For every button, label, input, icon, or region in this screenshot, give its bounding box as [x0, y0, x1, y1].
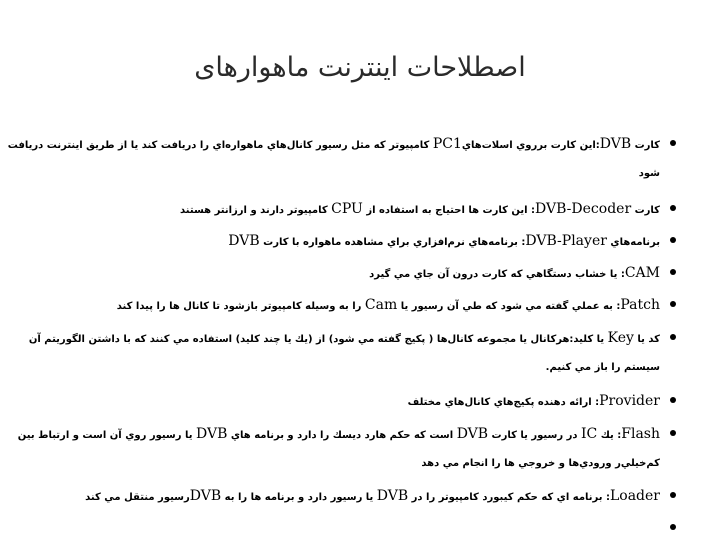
- bullet-text: : اين كارت ها احتياج به استفاده از: [362, 205, 536, 216]
- bullet-item-cam: [45, 261, 660, 287]
- term-dvb: DVB: [456, 426, 489, 442]
- bullet-item-key: [28, 326, 660, 352]
- term-dvb: DVB: [189, 488, 222, 504]
- bullet-text: سيستم را باز مي كنيم.: [545, 362, 660, 373]
- term-patch: Patch: [620, 297, 660, 313]
- bullet-item-dvb-player: [45, 229, 660, 255]
- bullet-item-dvb-card-line2: [45, 162, 660, 186]
- term-flash: Flash: [621, 426, 660, 442]
- term-dvb-player: DVB-Player: [525, 233, 607, 249]
- term-dvb-decoder: DVB-Decoder: [535, 201, 632, 217]
- bullet-item-patch: [45, 293, 660, 319]
- term-key: Key: [607, 330, 634, 346]
- bullet-text: يا رسيور دارد و برنامه ها را به: [221, 492, 377, 503]
- term-cam: CAM: [624, 265, 660, 281]
- bullet-text: : برنامه‌هاي نرم‌افزاري براي مشاهده ماهواره با كارت: [259, 237, 526, 248]
- bullet-dot: [670, 397, 676, 403]
- bullet-dot: [670, 140, 676, 146]
- term-dvb: DVB: [599, 136, 632, 152]
- bullet-text: كارت: [631, 205, 660, 216]
- term-cam: Cam: [364, 297, 398, 313]
- bullet-dot: [670, 205, 676, 211]
- term-provider: Provider: [599, 393, 660, 409]
- term-cpu: CPU: [331, 201, 363, 217]
- bullet-text: رسيور منتقل مي كند: [85, 492, 190, 503]
- bullet-text: است كه حكم هارد ديسك را دارد و برنامه هاي: [227, 430, 457, 441]
- bullet-text: : يك: [597, 430, 622, 441]
- term-dvb: DVB: [228, 233, 260, 249]
- bullet-text: كامپيوتر كه مثل رسيور كانال‌هاي ماهواره‌اي را دريافت كند يا از طريق اينترنت دريافت: [7, 140, 433, 151]
- bullet-text: برنامه‌هاي: [606, 237, 660, 248]
- bullet-item-loader: [45, 484, 660, 510]
- bullet-text: : يا خشاب دستگاهي كه كارت درون آن جاي مي گيرد: [369, 269, 625, 280]
- term-ic: IC: [580, 426, 598, 442]
- bullet-dot: [670, 492, 676, 498]
- bullet-text: را به وسيله كامپيوتر بازشود تا كانال ها را پيدا كند: [116, 301, 365, 312]
- bullet-text: كامپيوتر دارند و ارزانتر هستند: [180, 205, 332, 216]
- bullet-dot: [670, 269, 676, 275]
- bullet-text: در رسيور يا كارت: [488, 430, 581, 441]
- term-dvb: DVB: [196, 426, 228, 442]
- bullet-text: يا كليد:هركانال يا مجموعه كانال‌ها ( پكيج گفته مي شود) از (يك يا چند كليد) استفاده مي كنند كه با داشتن الگوريتم آن: [28, 334, 608, 345]
- bullet-item-flash: [17, 422, 660, 448]
- bullet-text: شود: [638, 168, 660, 179]
- bullet-dot: [670, 301, 676, 307]
- bullet-item-key-line2: [45, 356, 660, 380]
- term-loader: Loader: [609, 488, 660, 504]
- term-pci: PC1: [432, 136, 462, 152]
- bullet-dot: [670, 430, 676, 436]
- bullet-item-provider: [45, 389, 660, 415]
- slide-title: اصطلاحات اینترنت ماهوارهای: [194, 52, 526, 83]
- bullet-text: كد يا: [633, 334, 660, 345]
- bullet-text: يا رسيور روي آن است و ارتباط بين: [17, 430, 196, 441]
- bullet-text: : به عملي گفته مي شود كه طي آن رسيور يا: [397, 301, 621, 312]
- bullet-item-dvb-decoder: [45, 197, 660, 223]
- bullet-text: : ارائه دهنده پكيج‌هاي كانال‌هاي مختلف: [407, 397, 600, 408]
- bullet-text: كم‌خيلي‌ر ورودي‌ها و خروجي ها را انجام مي دهد: [421, 458, 660, 469]
- term-dvb: DVB: [376, 488, 409, 504]
- bullet-text: :اين كارت برروي اسلات‌هاي: [461, 140, 600, 151]
- bullet-dot-empty: [670, 524, 676, 530]
- bullet-item-dvb-card: [7, 132, 660, 158]
- bullet-text: : برنامه اي كه حكم كيبورد كامپيوتر را در: [408, 492, 610, 503]
- bullet-dot: [670, 334, 676, 340]
- bullet-text: كارت: [631, 140, 660, 151]
- bullet-dot: [670, 237, 676, 243]
- bullet-item-flash-line2: [45, 452, 660, 476]
